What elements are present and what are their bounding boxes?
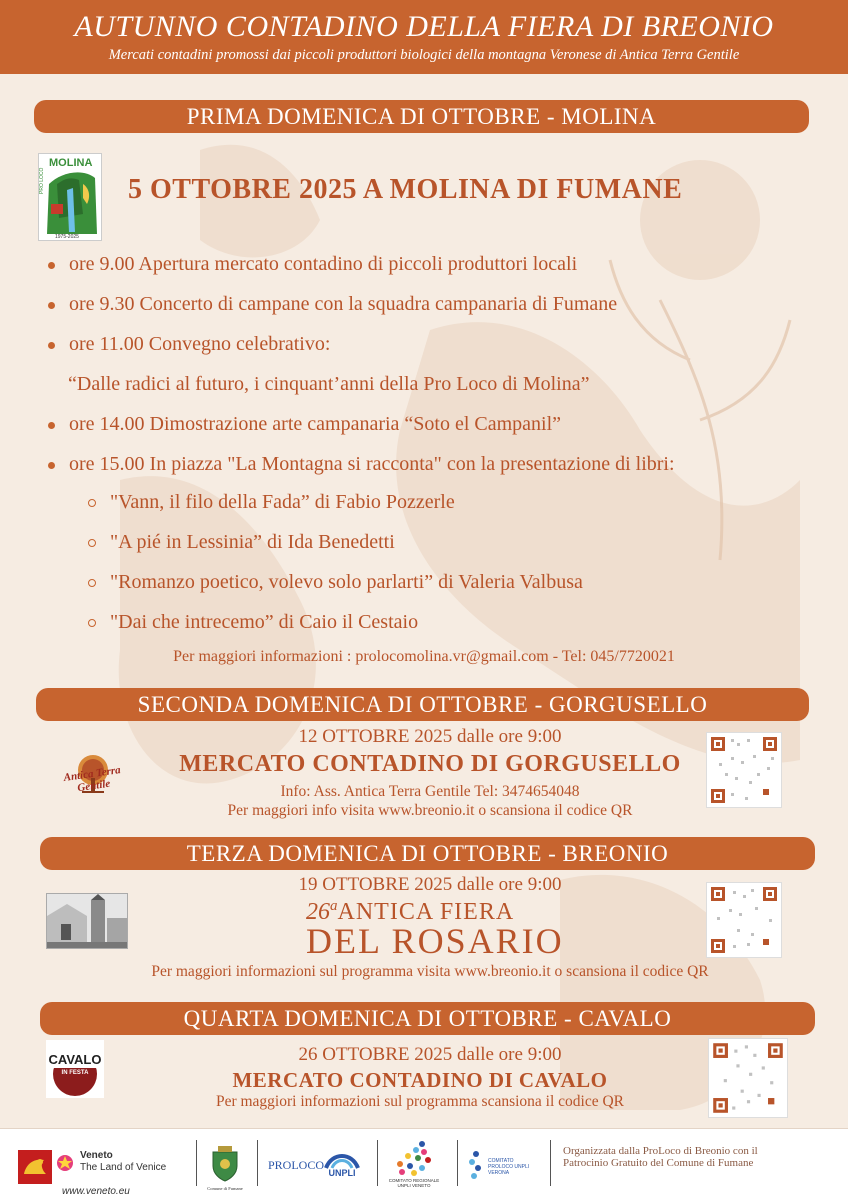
bullet-icon [48,262,55,269]
molina-logo-icon [39,154,101,240]
qr-code-cavalo[interactable] [708,1038,788,1118]
section1-date-title: 5 OTTOBRE 2025 A MOLINA DI FUMANE [128,174,683,205]
section2-date: 12 OTTOBRE 2025 dalle ore 9:00 [298,726,562,747]
organizer-note: Organizzata dalla ProLoco di Breonio con il Patrocinio Gratuito del Comune di Fumane [563,1145,758,1169]
comune-fumane-crest [210,1146,240,1182]
section3-banner [40,837,815,870]
unpli-label: UNPLI [328,1168,356,1178]
breonio-church-photo [46,893,128,949]
section2-title: MERCATO CONTADINO DI GORGUSELLO [179,751,681,777]
cavalo-logo-icon [46,1040,104,1098]
unpli-arc-icon [322,1150,362,1170]
qr-code-icon [707,883,781,957]
proloco-logo: PROLOCO [268,1158,325,1172]
unpli-veneto-label: COMITATO REGIONALE UNPLI VENETO [388,1178,440,1188]
section3-banner-label: TERZA DOMENICA DI OTTOBRE - BREONIO [186,841,669,866]
book-item: "Romanzo poetico, volevo solo parlarti” di Valeria Valbusa [88,564,583,604]
section4-banner [40,1002,815,1035]
circle-bullet-icon [88,539,96,547]
circle-bullet-icon [88,499,96,507]
bullet-icon [48,422,55,429]
section1-books [88,484,583,644]
unpli-logo [322,1150,362,1180]
section3-title-line1: 26$^a$ANTICA FIERA [306,898,515,925]
veneto-lion-logo [18,1150,52,1184]
divider [377,1140,378,1186]
divider [196,1140,197,1186]
schedule-item: ore 9.00 Apertura mercato contadino di piccoli produttori locali [48,246,675,286]
bullet-icon [48,302,55,309]
section3-info: Per maggiori informazioni sul programma visita www.breonio.it o scansiona il codice QR [151,963,709,980]
qr-code-icon [709,1039,787,1117]
section1-banner [34,100,809,133]
unpli-veneto-logo [392,1140,436,1176]
molina-logo-years: 1975-2025 [55,234,79,240]
antica-terra-logo-text: Antica Terra Gentile [62,764,122,795]
veneto-tagline: The Land of Venice [80,1162,167,1173]
schedule-item: ore 11.00 Convegno celebrativo: [48,326,675,366]
section1-info: Per maggiori informazioni : prolocomolina.vr@gmail.com - Tel: 045/7720021 [173,648,675,665]
church-icon [47,894,127,948]
section4-info: Per maggiori informazioni sul programma scansiona il codice QR [215,1093,625,1110]
qr-code-gorgusello[interactable] [706,732,782,808]
unpli-verona-logo [466,1150,486,1180]
qr-code-breonio[interactable] [706,882,782,958]
book-item: "A pié in Lessinia” di Ida Benedetti [88,524,583,564]
bullet-icon [48,462,55,469]
star-icon [56,1154,74,1172]
section4-title: MERCATO CONTADINO DI CAVALO [232,1068,608,1092]
header-band [0,0,848,74]
section2-banner-label: SECONDA DOMENICA DI OTTOBRE - GORGUSELLO [137,692,708,717]
qr-code-icon [707,733,781,807]
dots-icon [392,1140,436,1176]
page-subtitle: Mercati contadini promossi dai piccoli produttori biologici della montagna Veronese di Antica Terra Gentile [108,47,740,63]
veneto-star-logo [56,1154,74,1172]
veneto-url[interactable]: www.veneto.eu [62,1186,130,1197]
book-item: "Dai che intrecemo” di Caio il Cestaio [88,604,583,644]
section1-schedule [48,246,675,486]
divider [550,1140,551,1186]
section2-info-contact: Info: Ass. Antica Terra Gentile Tel: 3474654048 [280,783,580,800]
section3-date: 19 OTTOBRE 2025 dalle ore 9:00 [298,874,562,895]
section4-date: 26 OTTOBRE 2025 dalle ore 9:00 [298,1044,562,1065]
schedule-item: ore 14.00 Dimostrazione arte campanaria “Soto el Campanil” [48,406,675,446]
bullet-icon [48,342,55,349]
molina-logo-title: MOLINA [49,157,93,169]
schedule-quote: “Dalle radici al futuro, i cinquant’anni della Pro Loco di Molina” [68,373,590,395]
circle-bullet-icon [88,579,96,587]
section2-banner [36,688,809,721]
schedule-item: ore 9.30 Concerto di campane con la squadra campanaria di Fumane [48,286,675,326]
section4-banner-label: QUARTA DOMENICA DI OTTOBRE - CAVALO [183,1006,672,1031]
cavalo-logo-subtext: IN FESTA [61,1070,89,1076]
divider [457,1140,458,1186]
comune-label: Comune di Fumane [207,1186,243,1191]
section3-title-line2: DEL ROSARIO [306,921,564,961]
section2-info-web: Per maggiori info visita www.breonio.it o scansiona il codice QR [227,802,633,819]
lion-icon [18,1150,52,1184]
verona-dots-icon [466,1150,486,1180]
page-title: AUTUNNO CONTADINO DELLA FIERA DI BREONIO [74,10,774,43]
schedule-item: ore 15.00 In piazza "La Montagna si racconta" con la presentazione di libri: [48,446,675,486]
divider [257,1140,258,1186]
unpli-verona-label: COMITATO PROLOCO UNPLI VERONA [488,1158,530,1176]
crest-icon [210,1146,240,1182]
proloco-molina-logo [38,153,102,241]
circle-bullet-icon [88,619,96,627]
cavalo-logo-text: CAVALO [48,1052,102,1067]
book-item: "Vann, il filo della Fada” di Fabio Pozzerle [88,484,583,524]
section1-banner-label: PRIMA DOMENICA DI OTTOBRE - MOLINA [186,104,657,129]
veneto-brand: Veneto [80,1150,113,1161]
antica-terra-gentile-logo [52,748,134,800]
molina-logo-side: PRO LOCO [39,167,45,194]
cavalo-in-festa-logo [46,1040,104,1098]
